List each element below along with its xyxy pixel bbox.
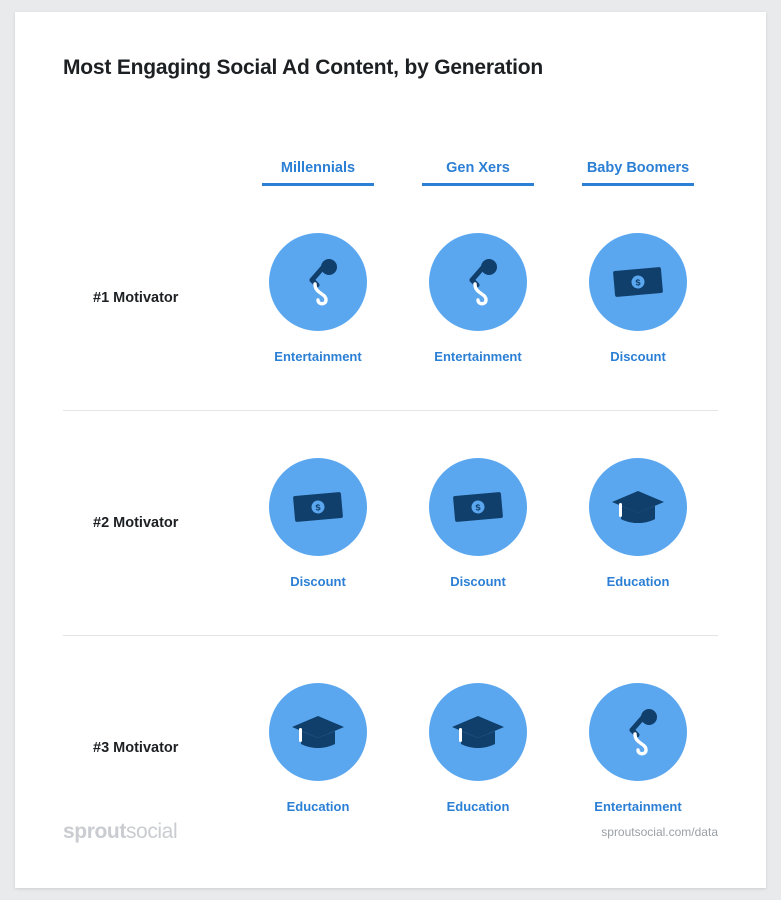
comparison-grid — [63, 130, 718, 860]
column-header-underline — [262, 183, 374, 186]
row-label: #2 Motivator — [93, 515, 179, 531]
row-label: #3 Motivator — [93, 740, 179, 756]
cell-babyboomers-rank2 — [558, 458, 718, 589]
logo-light-text: social — [125, 820, 178, 843]
cell-millennials-rank2 — [238, 458, 398, 589]
money-icon — [288, 477, 348, 537]
cell-label: Education — [606, 573, 670, 589]
svg-text:$: $ — [475, 501, 481, 513]
microphone-icon — [290, 254, 346, 310]
icon-badge — [269, 458, 367, 556]
microphone-icon — [610, 704, 666, 760]
cell-label: Entertainment — [434, 348, 522, 364]
icon-badge — [429, 683, 527, 781]
icon-badge — [269, 233, 367, 331]
cell-label: Education — [446, 798, 510, 814]
cell-label: Entertainment — [274, 348, 362, 364]
icon-badge — [429, 458, 527, 556]
graduation-cap-icon — [288, 702, 348, 762]
column-header-gen-xers — [398, 160, 558, 186]
svg-text:$: $ — [635, 276, 641, 288]
column-header-millennials — [238, 160, 398, 186]
logo-bold-text: sprout — [63, 820, 126, 843]
cell-label: Discount — [610, 348, 666, 364]
page-title: Most Engaging Social Ad Content, by Generation — [63, 56, 544, 79]
footer-url: sproutsocial.com/data — [601, 825, 718, 839]
column-header-label: Baby Boomers — [586, 160, 690, 176]
row-label-cell — [63, 515, 238, 531]
column-header-underline — [582, 183, 694, 186]
table-row — [63, 186, 718, 410]
cell-label: Discount — [450, 573, 506, 589]
cell-label: Education — [286, 798, 350, 814]
sprout-social-logo — [63, 820, 177, 844]
cell-genxers-rank2 — [398, 458, 558, 589]
cell-genxers-rank1 — [398, 233, 558, 364]
icon-badge — [589, 233, 687, 331]
cell-babyboomers-rank1 — [558, 233, 718, 364]
cell-babyboomers-rank3 — [558, 683, 718, 814]
money-icon — [608, 252, 668, 312]
column-header-row — [63, 130, 718, 186]
cell-genxers-rank3 — [398, 683, 558, 814]
row-label-cell — [63, 740, 238, 756]
infographic-card — [15, 12, 766, 888]
icon-badge — [429, 233, 527, 331]
footer — [63, 820, 718, 844]
column-header-label: Gen Xers — [446, 160, 510, 176]
graduation-cap-icon — [608, 477, 668, 537]
svg-text:$: $ — [315, 501, 321, 513]
cell-millennials-rank3 — [238, 683, 398, 814]
cell-label: Discount — [290, 573, 346, 589]
cell-label: Entertainment — [594, 798, 682, 814]
graduation-cap-icon — [448, 702, 508, 762]
icon-badge — [589, 683, 687, 781]
cell-millennials-rank1 — [238, 233, 398, 364]
icon-badge — [269, 683, 367, 781]
row-label-cell — [63, 290, 238, 306]
row-label: #1 Motivator — [93, 290, 179, 306]
column-header-baby-boomers — [558, 160, 718, 186]
table-row — [63, 411, 718, 635]
icon-badge — [589, 458, 687, 556]
microphone-icon — [450, 254, 506, 310]
column-header-underline — [422, 183, 534, 186]
money-icon — [448, 477, 508, 537]
column-header-label: Millennials — [280, 160, 356, 176]
